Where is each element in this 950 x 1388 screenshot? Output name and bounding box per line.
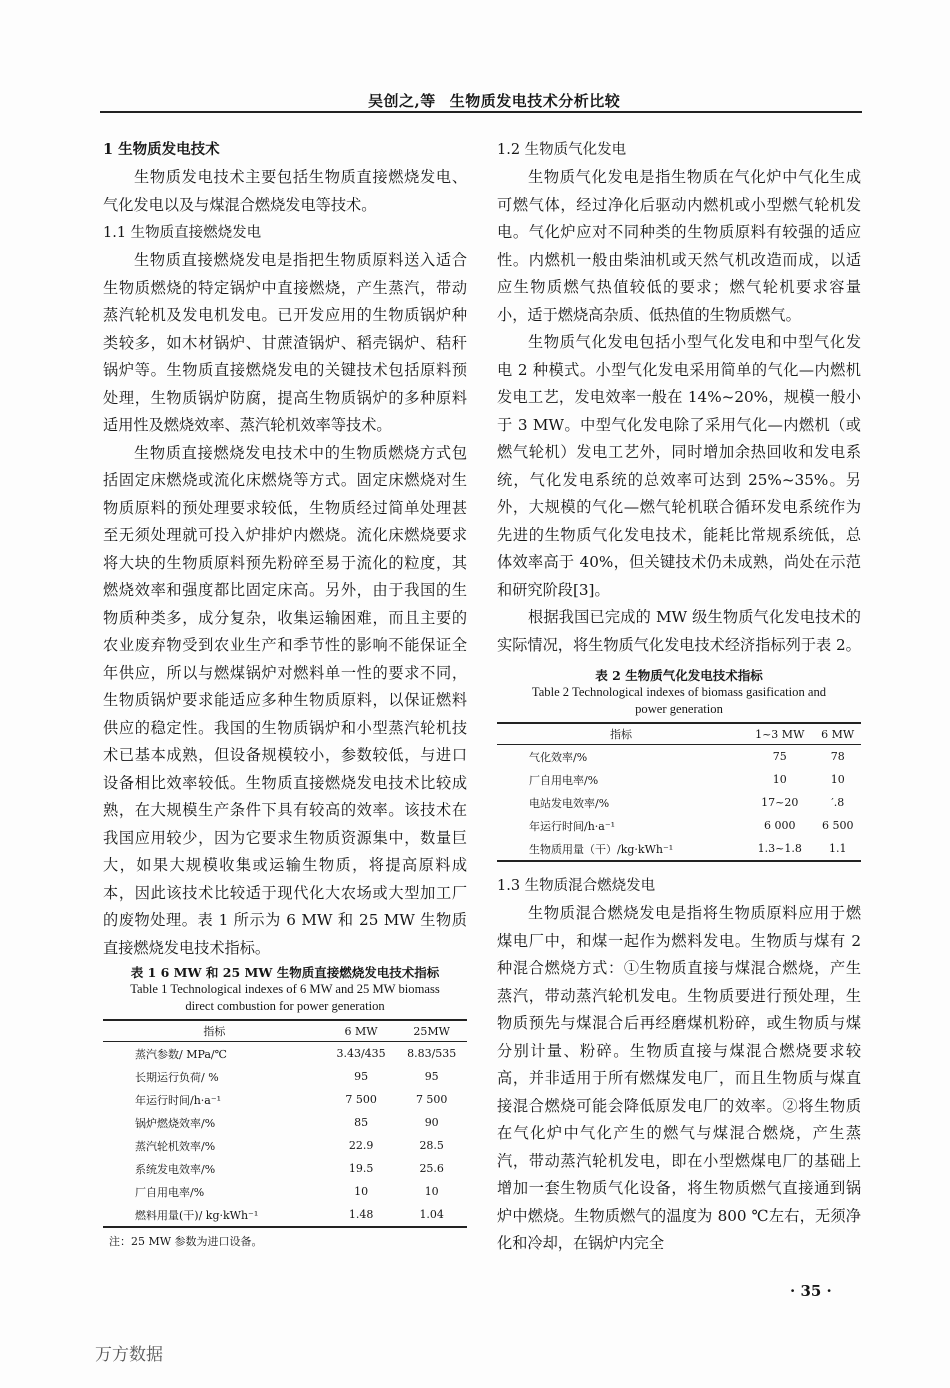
table-cell: 6 500 [821,819,854,832]
paragraph: 生物质直接燃烧发电技术中的生物质燃烧方式包括固定床燃烧或流化床燃烧等方式。固定床燃烧对生物质原料的预处理要求较低，生物质经过简单处理甚至无须处理就可投入炉排炉内燃烧。流化床燃烧要求将大块的生物质原料预先粉碎至易于流化的粒度，其燃烧效率和强度都比固定床高。另外，由于我国的生物质种类多，成分复杂，收集运输困难，而且主要的农业废弃物受到农业生产和季节性的影响不能保证全年供应，所以与燃煤锅炉对燃料单一性的要求不同，生物质锅炉要求能适应多种生物质原料，以保证燃料供应的稳定性。我国的生物质锅炉和小型蒸汽轮机技术已基本成熟，但设备规模较小，参数较低，与进口设备相比效率较低。生物质直接燃烧发电技术比较成熟，在大规模生产条件下具有较高的效率。该技术在我国应用较少，因为它要求生物质资源集中，数量巨大，如果大规模收集或运输生物质，将提高原料成本，因此该技术比较适于现代化大农场或大型加工厂的废物处理。表 1 所示为 6 MW 和 25 MW 生物质直接燃烧发电技术指标。 [103,443,467,957]
table-cell: 10 [830,773,845,786]
running-header [368,90,620,111]
table-header: 1~3 MW [745,723,814,745]
table-cell: 75 [772,750,787,763]
table-cell: 7 500 [345,1093,377,1106]
subsection-heading-1-3: 1.3 生物质混合燃烧发电 [497,878,656,894]
table-cell: 95 [424,1070,439,1083]
section-heading-1: 1 生物质发电技术 [103,141,220,158]
page-number: · 35 · [790,1282,832,1300]
subsection-heading-1-2: 1.2 生物质气化发电 [497,142,627,158]
table-cell: 85 [354,1116,369,1129]
paragraph: 根据我国已完成的 MW 级生物质气化发电技术的实际情况，将生物质气化发电技术经济指标列于表 2。 [497,608,861,654]
table-row [103,1111,467,1134]
table-cell: 年运行时间/h·a⁻¹ [529,819,616,833]
right-column [497,136,861,1258]
table-cell: 蒸汽轮机效率/% [135,1139,216,1153]
table-header: 25MW [396,1020,467,1042]
table-row [497,768,861,791]
table-cell: 1.04 [396,1203,467,1227]
table-caption-zh: 表 2 生物质气化发电技术指标 [595,668,763,683]
table-cell: 90 [424,1116,439,1129]
table-caption-en: Table 1 Technological indexes of 6 MW and 25 MW biomass [130,982,440,996]
table-row [103,1042,467,1066]
table-header: 指标 [103,1020,326,1042]
table-cell: 电站发电效率/% [529,796,610,810]
table-row [103,1134,467,1157]
table-cell: 7 500 [415,1093,448,1106]
table-cell: 10 [354,1185,369,1198]
header-authors: 吴创之,等 [368,92,436,110]
table-cell: 28.5 [419,1139,444,1152]
header-rule [100,111,862,113]
table-cell: 25.6 [419,1162,444,1175]
table-cell: 3.43/435 [336,1047,386,1060]
left-column [103,136,467,1249]
table-row [103,1088,467,1111]
table-1 [103,964,467,1249]
table-row [103,1203,467,1227]
table-row [497,837,861,861]
table-cell: 气化效率/% [529,750,588,764]
subsection-heading-1-1: 1.1 生物质直接燃烧发电 [103,225,262,241]
table-cell: 蒸汽参数/ MPa/℃ [135,1047,227,1061]
table-caption-en: direct combustion for power generation [185,999,385,1013]
table-header: 指标 [497,723,745,745]
table-cell: 系统发电效率/% [135,1162,216,1176]
table-row [497,814,861,837]
table-cell: 78 [830,750,845,763]
table-caption-en: power generation [635,702,723,716]
table-cell: 10 [772,773,787,786]
paragraph: 生物质发电技术主要包括生物质直接燃烧发电、气化发电以及与煤混合燃烧发电等技术。 [103,168,467,214]
table-cell: 年运行时间/h·a⁻¹ [135,1093,222,1107]
table-cell: 生物质用量（干）/kg·kWh⁻¹ [497,837,745,861]
table-cell: 长期运行负荷/ % [135,1070,219,1084]
table-cell: 8.83/535 [407,1047,457,1060]
table-cell: 95 [354,1070,369,1083]
table-cell: 22.9 [348,1139,374,1152]
paragraph: 生物质直接燃烧发电是指把生物质原料送入适合生物质燃烧的特定锅炉中直接燃烧，产生蒸汽，带动蒸汽轮机及发电机发电。已开发应用的生物质锅炉种类较多，如木材锅炉、甘蔗渣锅炉、稻壳锅炉、秸秆锅炉等。生物质直接燃烧发电的关键技术包括原料预处理，生物质锅炉防腐，提高生物质锅炉的多种原料适用性及燃烧效率、蒸汽轮机效率等技术。 [103,251,467,434]
table-caption-zh: 表 1 6 MW 和 25 MW 生物质直接燃烧发电技术指标 [130,965,440,980]
table-row [497,745,861,769]
table-header: 6 MW [326,1020,397,1042]
table-caption-en: Table 2 Technological indexes of biomass gasification and [531,685,827,699]
table-cell: 17~20 [761,796,799,809]
table-cell: 1.3~1.8 [745,837,814,861]
table-cell: ′.8 [831,796,845,809]
table-cell: 锅炉燃烧效率/% [135,1116,216,1130]
table-2 [497,667,861,862]
table-cell: 燃料用量(干)/ kg·kWh⁻¹ [103,1203,326,1227]
table-cell: 1.1 [814,837,861,861]
table-row [103,1065,467,1088]
table-note: 注：25 MW 参数为进口设备。 [109,1235,263,1248]
table-cell: 10 [424,1185,439,1198]
table-cell: 19.5 [348,1162,374,1175]
table-row [103,1180,467,1203]
table-row [497,791,861,814]
watermark: 万方数据 [95,1345,163,1365]
table-cell: 6 000 [763,819,796,832]
paragraph: 生物质气化发电是指生物质在气化炉中气化生成可燃气体，经过净化后驱动内燃机或小型燃气轮机发电。气化炉应对不同种类的生物质原料有较强的适应性。内燃机一般由柴油机或天然气机改造而成，以适应生物质燃气热值较低的要求；燃气轮机要求容量小，适于燃烧高杂质、低热值的生物质燃气。 [497,168,861,324]
paragraph: 生物质混合燃烧发电是指将生物质原料应用于燃煤电厂中，和煤一起作为燃料发电。生物质与煤有 2 种混合燃烧方式：①生物质直接与煤混合燃烧，产生蒸汽，带动蒸汽轮机发电。生物质要进行预处理，生物质预先与煤混合后再经磨煤机粉碎，或生物质与煤分别计量、粉碎。生物质直接与煤混合燃烧要求较高，并非适用于所有燃煤发电厂，而且生物质与煤直接混合燃烧可能会降低原发电厂的效率。②将生物质在气化炉中气化产生的燃气与煤混合燃烧，产生蒸汽，带动蒸汽轮机发电，即在小型燃煤电厂的基础上增加一套生物质气化设备，将生物质燃气直接通到锅炉中燃烧。生物质燃气的温度为 800 ℃左右，无须净化和冷却，在锅炉内完全 [497,904,861,1252]
table-header: 6 MW [814,723,861,745]
table-cell: 厂自用电率/% [529,773,599,787]
table-row [103,1157,467,1180]
paragraph: 生物质气化发电包括小型气化发电和中型气化发电 2 种模式。小型气化发电采用简单的气化—内燃机发电工艺，发电效率一般在 14%~20%，规模一般小于 3 MW。中型气化发电除了采用气化—内燃机（或燃气轮机）发电工艺外，同时增加余热回收和发电系统，气化发电系统的总效率可达到 25%~35%。另外，大规模的气化—燃气轮机联合循环发电系统作为先进的生物质气化发电技术，能耗比常规系统低，总体效率高于 40%，但关键技术仍未成熟，尚处在示范和研究阶段[3]。 [497,333,861,599]
table-cell: 1.48 [326,1203,397,1227]
table-cell: 厂自用电率/% [135,1185,205,1199]
header-title: 生物质发电技术分析比较 [449,92,621,110]
